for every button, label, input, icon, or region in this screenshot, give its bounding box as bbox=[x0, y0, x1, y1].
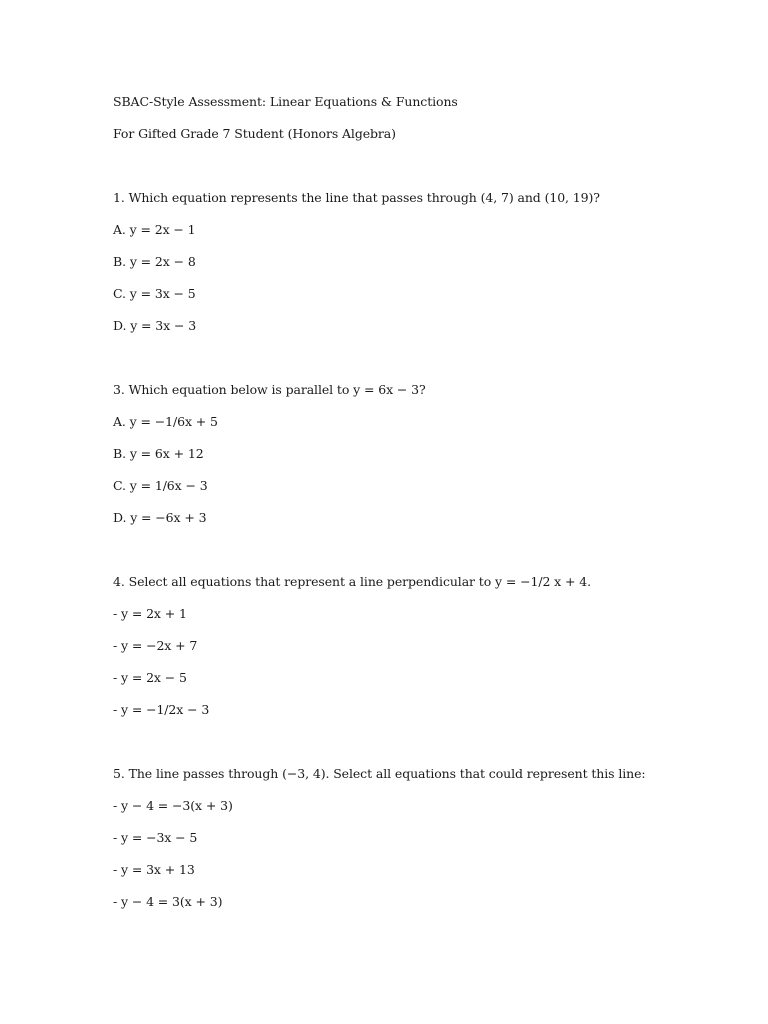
question-5-option-1: - y − 4 = −3(x + 3) bbox=[113, 798, 233, 813]
question-1-option-b: B. y = 2x − 8 bbox=[113, 254, 196, 269]
document-subtitle: For Gifted Grade 7 Student (Honors Algebra) bbox=[113, 126, 396, 141]
question-1-option-c: C. y = 3x − 5 bbox=[113, 286, 196, 301]
question-3-prompt: 3. Which equation below is parallel to y = 6x − 3? bbox=[113, 382, 426, 397]
question-4-option-2: - y = −2x + 7 bbox=[113, 638, 198, 653]
question-3-option-d: D. y = −6x + 3 bbox=[113, 510, 207, 525]
question-4-prompt: 4. Select all equations that represent a line perpendicular to y = −1/2 x + 4. bbox=[113, 574, 591, 589]
question-5-option-2: - y = −3x − 5 bbox=[113, 830, 198, 845]
question-5-option-4: - y − 4 = 3(x + 3) bbox=[113, 894, 223, 909]
document-title: SBAC-Style Assessment: Linear Equations & Functions bbox=[113, 94, 458, 109]
question-4-option-1: - y = 2x + 1 bbox=[113, 606, 187, 621]
question-3-option-c: C. y = 1/6x − 3 bbox=[113, 478, 208, 493]
question-5-prompt: 5. The line passes through (−3, 4). Select all equations that could represent this line: bbox=[113, 766, 646, 781]
question-3-option-b: B. y = 6x + 12 bbox=[113, 446, 204, 461]
question-4-option-3: - y = 2x − 5 bbox=[113, 670, 187, 685]
question-5-option-3: - y = 3x + 13 bbox=[113, 862, 195, 877]
question-1-prompt: 1. Which equation represents the line that passes through (4, 7) and (10, 19)? bbox=[113, 190, 600, 205]
question-3-option-a: A. y = −1/6x + 5 bbox=[113, 414, 218, 429]
question-1-option-a: A. y = 2x − 1 bbox=[113, 222, 196, 237]
question-1-option-d: D. y = 3x − 3 bbox=[113, 318, 197, 333]
question-4-option-4: - y = −1/2x − 3 bbox=[113, 702, 210, 717]
